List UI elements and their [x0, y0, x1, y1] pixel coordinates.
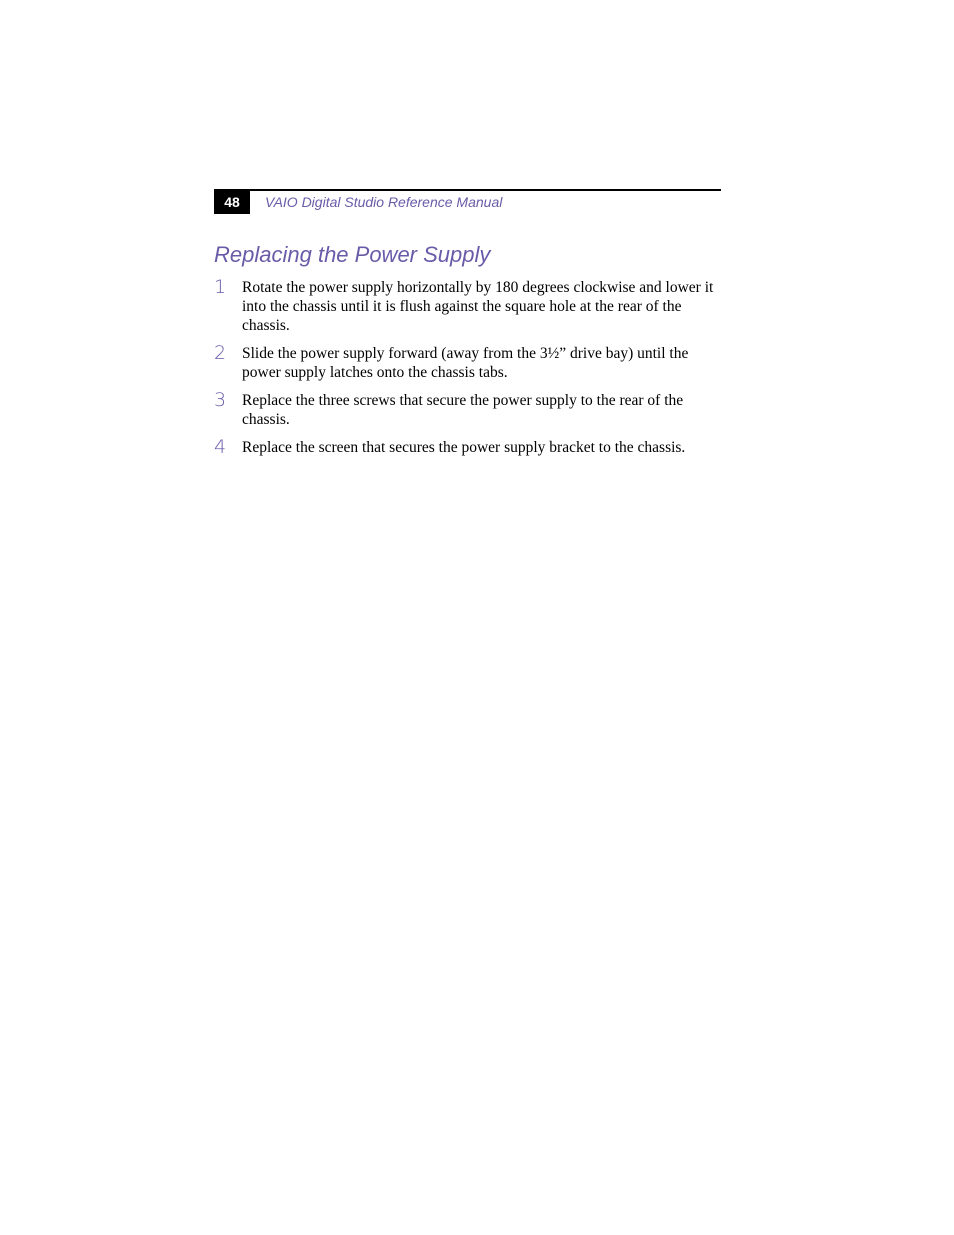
- step-text: Rotate the power supply horizontally by 180 degrees clockwise and lower it into the chassis until it is flush against the square hole at the rear of the chassis.: [242, 279, 714, 334]
- step-text: Replace the screen that secures the power supply bracket to the chassis.: [242, 439, 686, 456]
- step-text: Slide the power supply forward (away from the 3½” drive bay) until the power supply latches onto the chassis tabs.: [242, 345, 689, 381]
- header-rule: [214, 189, 721, 191]
- step-list: [214, 278, 724, 466]
- page-header: [214, 189, 721, 215]
- page-number: 48: [214, 189, 250, 214]
- step-item: [214, 344, 724, 382]
- step-text: Replace the three screws that secure the power supply to the rear of the chassis.: [242, 392, 684, 428]
- section-title: Replacing the Power Supply: [214, 242, 491, 267]
- step-item: [214, 391, 724, 429]
- step-number: 1: [214, 276, 227, 298]
- step-number: 2: [214, 342, 227, 364]
- step-item: [214, 278, 724, 335]
- running-title: VAIO Digital Studio Reference Manual: [265, 194, 503, 210]
- step-number: 3: [214, 389, 227, 411]
- step-number: 4: [214, 436, 227, 458]
- step-item: [214, 438, 724, 457]
